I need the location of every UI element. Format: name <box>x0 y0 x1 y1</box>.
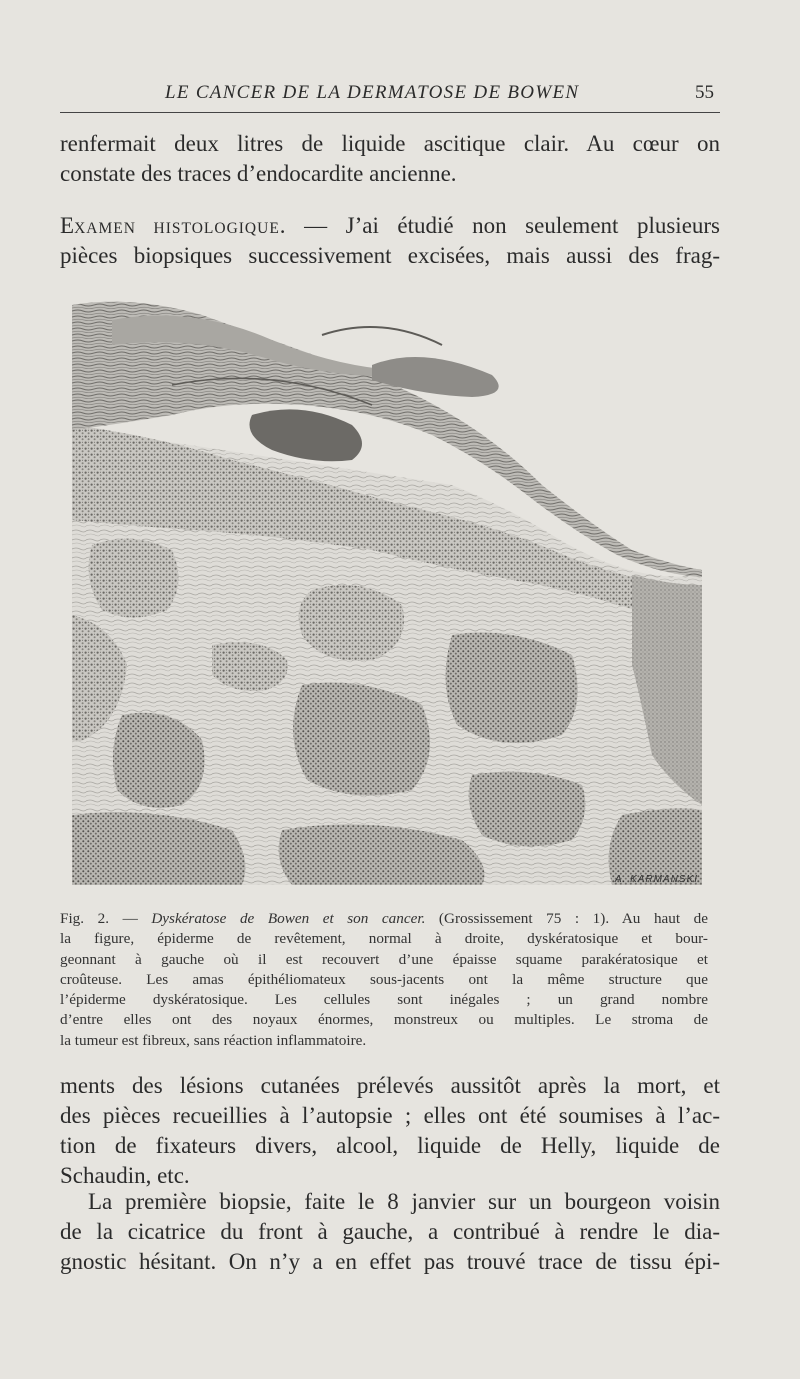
text-line: de la cicatrice du front à gauche, a contribué à rendre le dia- <box>60 1219 720 1244</box>
text-line: Schaudin, etc. <box>60 1163 190 1188</box>
text-line: renfermait deux litres de liquide ascitique clair. Au cœur on <box>60 131 720 156</box>
text-line: gnostic hésitant. On n’y a en effet pas trouvé trace de tissu épi- <box>60 1249 720 1274</box>
text-line: des pièces recueillies à l’autopsie ; elles ont été soumises à l’ac- <box>60 1103 720 1128</box>
figure-label: Fig. 2. — <box>60 910 152 927</box>
biopsy-paragraph <box>60 1187 720 1277</box>
caption-line: la figure, épiderme de revêtement, normal à droite, dyskératosique et bour- <box>60 930 708 948</box>
top-paragraph <box>60 129 720 189</box>
caption-line: l’épiderme dyskératosique. Les cellules sont inégales ; un grand nombre <box>60 991 708 1009</box>
caption-line: geonnant à gauche où il est recouvert d’une épaisse squame parakératosique et <box>60 950 708 968</box>
micrograph-illustration <box>72 285 708 890</box>
illustrator-signature: A. KARMANSKI <box>614 874 698 885</box>
continued-paragraph <box>60 1071 720 1191</box>
histology-figure <box>72 285 708 890</box>
header-rule <box>60 112 720 113</box>
page-number: 55 <box>695 82 714 103</box>
running-head <box>60 82 720 108</box>
figure-caption <box>60 909 708 1051</box>
text-line: tion de fixateurs divers, alcool, liquide de Helly, liquide de <box>60 1133 720 1158</box>
caption-line: la tumeur est fibreux, sans réaction inflammatoire. <box>60 1031 367 1049</box>
text-line: constate des traces d’endocardite ancienne. <box>60 161 457 186</box>
running-title: LE CANCER DE LA DERMATOSE DE BOWEN <box>165 82 580 103</box>
caption-line: croûteuse. Les amas épithéliomateux sous-jacents ont la même structure que <box>60 970 708 988</box>
text-line: ments des lésions cutanées prélevés aussitôt après la mort, et <box>60 1073 720 1098</box>
section-paragraph <box>60 211 720 271</box>
caption-line: Fig. 2. — Dyskératose de Bowen et son cancer. (Grossissement 75 : 1). Au haut de <box>60 910 709 927</box>
section-heading-line: EXAMEN HISTOLOGIQUE. — J’ai étudié non seulement plusieurs <box>60 213 721 238</box>
figure-title: Dyskératose de Bowen et son cancer. <box>151 910 426 927</box>
text-line: pièces biopsiques successivement excisées, mais aussi des frag- <box>60 243 720 268</box>
caption-line: d’entre elles ont des noyaux énormes, monstreux ou multiples. Le stroma de <box>60 1011 708 1029</box>
text-line: La première biopsie, faite le 8 janvier sur un bourgeon voisin <box>88 1189 720 1214</box>
section-heading: EXAMEN HISTOLOGIQUE. — <box>60 213 328 238</box>
